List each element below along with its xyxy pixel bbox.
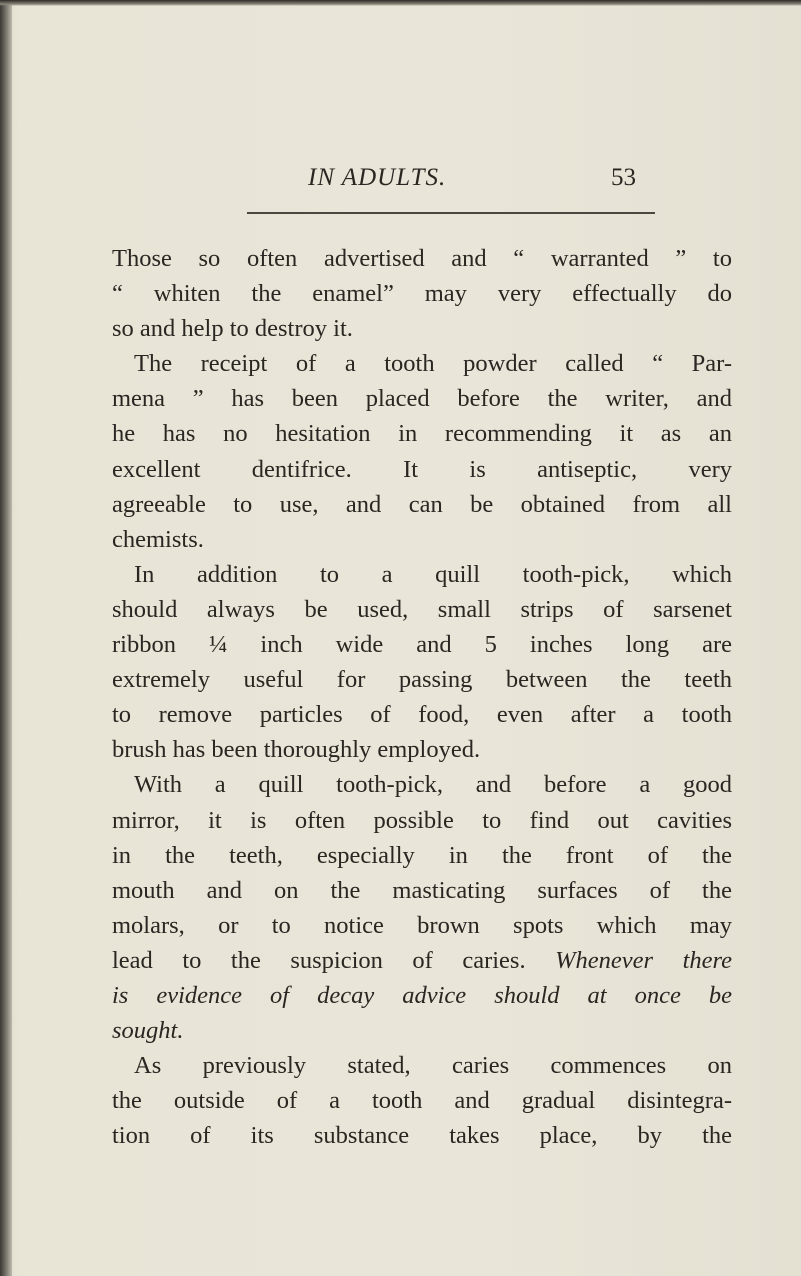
page-number: 53	[611, 164, 636, 191]
text-line: mena ” has been placed before the writer, and	[112, 385, 732, 413]
text-line: With a quill tooth-pick, and before a good	[134, 771, 732, 799]
text-line: chemists.	[112, 525, 204, 553]
page-header	[0, 160, 801, 200]
running-title: IN ADULTS.	[308, 164, 447, 191]
text-line: mouth and on the masticating surfaces of the	[112, 876, 732, 904]
italic-text-line: sought.	[112, 1017, 184, 1045]
text-line: molars, or to notice brown spots which may	[112, 911, 732, 939]
body-text	[112, 241, 732, 1153]
text-line: “ whiten the enamel” may very effectually do	[112, 280, 732, 308]
italic-text: Whenever there	[555, 946, 732, 974]
text-line: ribbon ¼ inch wide and 5 inches long are	[112, 631, 732, 659]
text-line: mirror, it is often possible to find out cavities	[112, 806, 732, 834]
text-line: he has no hesitation in recommending it as an	[112, 420, 732, 448]
text-line: brush has been thoroughly employed.	[112, 736, 481, 764]
text-line: Those so often advertised and “ warranted ” to	[112, 245, 732, 272]
text-segment: lead to the suspicion of caries.	[112, 946, 526, 974]
header-rule	[247, 212, 655, 214]
text-line: in the teeth, especially in the front of the	[112, 841, 732, 869]
page-top-edge	[0, 0, 801, 6]
text-line: extremely useful for passing between the teeth	[112, 666, 732, 694]
text-line: excellent dentifrice. It is antiseptic, very	[112, 455, 732, 483]
text-line: The receipt of a tooth powder called “ Par-	[134, 350, 732, 378]
text-line: In addition to a quill tooth-pick, which	[134, 560, 732, 588]
text-line: tion of its substance takes place, by the	[112, 1122, 732, 1150]
text-line: to remove particles of food, even after a tooth	[112, 701, 732, 729]
text-line: should always be used, small strips of sarsenet	[112, 595, 732, 623]
text-line: the outside of a tooth and gradual disintegra-	[112, 1087, 732, 1115]
text-line: As previously stated, caries commences on	[134, 1052, 732, 1080]
text-line: agreeable to use, and can be obtained from all	[112, 490, 732, 518]
italic-text-line: is evidence of decay advice should at once be	[112, 981, 732, 1009]
text-line	[112, 943, 732, 978]
text-line: so and help to destroy it.	[112, 315, 353, 343]
